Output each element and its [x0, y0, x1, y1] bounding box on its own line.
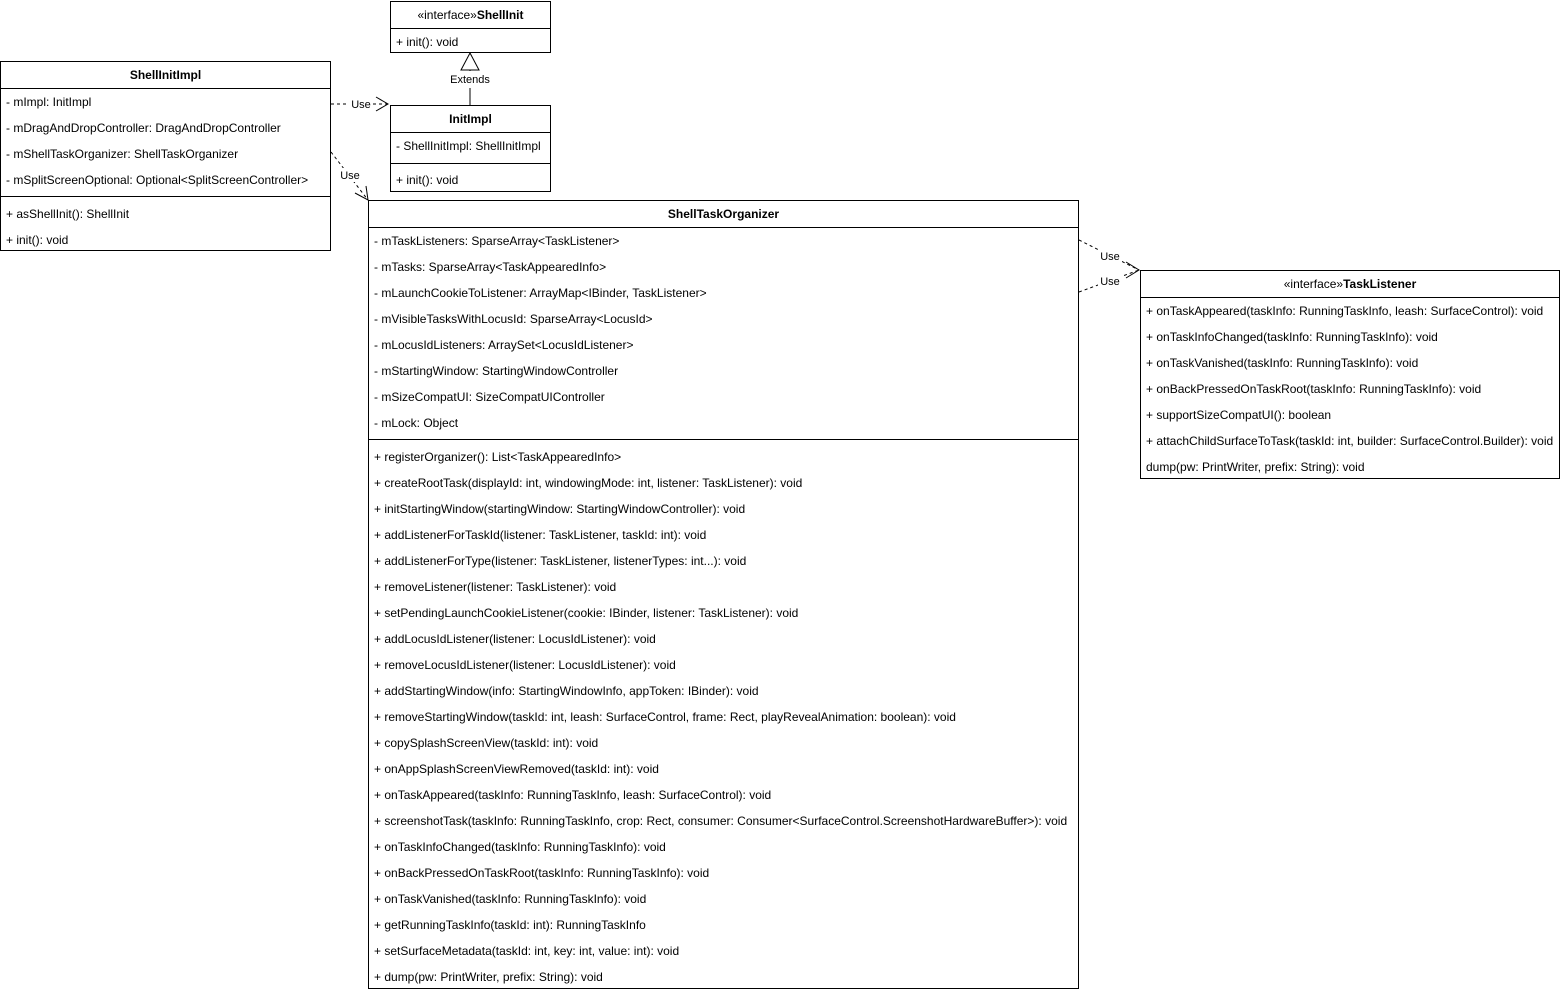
method-row: + asShellInit(): ShellInit [6, 207, 130, 221]
use-label-listener-1: Use [1100, 251, 1120, 263]
method-row: + setPendingLaunchCookieListener(cookie: IBinder, listener: TaskListener): void [374, 606, 799, 620]
methods-section [1141, 298, 1559, 480]
method-row: + onTaskVanished(taskInfo: RunningTaskInfo): void [1146, 356, 1419, 370]
class-title [369, 201, 1078, 228]
use-relation-initimpl [331, 97, 388, 111]
class-shelltaskorganizer[interactable] [368, 200, 1079, 989]
method-row: + supportSizeCompatUI(): boolean [1146, 408, 1332, 422]
extends-relation [448, 53, 492, 105]
method-row: + copySplashScreenView(taskId: int): void [374, 736, 599, 750]
method-row: + addLocusIdListener(listener: LocusIdListener): void [374, 632, 656, 646]
extends-label: Extends [450, 74, 490, 86]
inheritance-arrowhead [461, 53, 479, 70]
method-row: + onTaskVanished(taskInfo: RunningTaskInfo): void [374, 892, 647, 906]
method-row: + init(): void [6, 233, 69, 247]
class-name: ShellInit [476, 8, 524, 22]
class-shellinit[interactable] [390, 1, 551, 53]
class-title [391, 106, 550, 133]
attribute-row: - mTasks: SparseArray<TaskAppearedInfo> [374, 260, 607, 274]
method-row: dump(pw: PrintWriter, prefix: String): void [1146, 460, 1365, 474]
class-shellinitimpl[interactable] [0, 61, 331, 251]
stereotype: «interface» [1283, 277, 1344, 291]
attribute-row: - mImpl: InitImpl [6, 95, 92, 109]
methods-section [369, 439, 1078, 990]
method-row: + onTaskInfoChanged(taskInfo: RunningTaskInfo): void [374, 840, 666, 854]
attribute-row: - mSizeCompatUI: SizeCompatUIController [374, 390, 605, 404]
attribute-row: - mDragAndDropController: DragAndDropController [6, 121, 281, 135]
method-row: + init(): void [396, 173, 459, 187]
class-name: ShellTaskOrganizer [667, 207, 780, 221]
method-row: + onTaskAppeared(taskInfo: RunningTaskInfo, leash: SurfaceControl): void [1146, 304, 1544, 318]
method-row: + registerOrganizer(): List<TaskAppearedInfo> [374, 450, 622, 464]
class-title [391, 2, 550, 29]
attributes-section [391, 133, 550, 163]
class-initimpl[interactable] [390, 105, 551, 192]
method-row: + attachChildSurfaceToTask(taskId: int, builder: SurfaceControl.Builder): void [1146, 434, 1554, 448]
method-row: + addListenerForTaskId(listener: TaskListener, taskId: int): void [374, 528, 707, 542]
attribute-row: - mStartingWindow: StartingWindowController [374, 364, 619, 378]
method-row: + setSurfaceMetadata(taskId: int, key: int, value: int): void [374, 944, 680, 958]
class-name: InitImpl [449, 112, 492, 126]
use-label-organizer: Use [340, 170, 360, 182]
method-row: + addStartingWindow(info: StartingWindowInfo, appToken: IBinder): void [374, 684, 759, 698]
method-row: + onTaskAppeared(taskInfo: RunningTaskInfo, leash: SurfaceControl): void [374, 788, 772, 802]
use-label-listener-2: Use [1100, 276, 1120, 288]
attributes-section [1, 89, 330, 196]
attribute-row: - mTaskListeners: SparseArray<TaskListener> [374, 234, 620, 248]
class-title [1141, 271, 1559, 298]
methods-section [391, 29, 550, 55]
method-row: + init(): void [396, 35, 459, 49]
attribute-row: - mLaunchCookieToListener: ArrayMap<IBinder, TaskListener> [374, 286, 707, 300]
attribute-row: - mSplitScreenOptional: Optional<SplitScreenController> [6, 173, 309, 187]
attribute-row: - mLock: Object [374, 416, 459, 430]
methods-section [1, 196, 330, 253]
attribute-row: - mShellTaskOrganizer: ShellTaskOrganizer [6, 147, 239, 161]
attribute-row: - mVisibleTasksWithLocusId: SparseArray<LocusId> [374, 312, 653, 326]
use-relation-organizer [331, 152, 368, 200]
method-row: + removeLocusIdListener(listener: LocusIdListener): void [374, 658, 676, 672]
method-row: + onAppSplashScreenViewRemoved(taskId: int): void [374, 762, 659, 776]
method-row: + addListenerForType(listener: TaskListener, listenerTypes: int...): void [374, 554, 747, 568]
method-row: + onTaskInfoChanged(taskInfo: RunningTaskInfo): void [1146, 330, 1438, 344]
class-name: ShellInitImpl [129, 68, 202, 82]
method-row: + onBackPressedOnTaskRoot(taskInfo: RunningTaskInfo): void [1146, 382, 1482, 396]
attribute-row: - ShellInitImpl: ShellInitImpl [396, 139, 541, 153]
class-name: TaskListener [1343, 277, 1417, 291]
method-row: + onBackPressedOnTaskRoot(taskInfo: RunningTaskInfo): void [374, 866, 710, 880]
use-relation-listener [1079, 240, 1139, 292]
class-title [1, 62, 330, 89]
method-row: + removeStartingWindow(taskId: int, leash: SurfaceControl, frame: Rect, playRevealAnimation: boolean): void [374, 710, 956, 724]
method-row: + removeListener(listener: TaskListener): void [374, 580, 617, 594]
method-row: + initStartingWindow(startingWindow: StartingWindowController): void [374, 502, 746, 516]
method-row: + screenshotTask(taskInfo: RunningTaskInfo, crop: Rect, consumer: Consumer<SurfaceControl.ScreenshotHardwareBuffer>): void [374, 814, 1068, 828]
methods-section [391, 163, 550, 193]
attribute-row: - mLocusIdListeners: ArraySet<LocusIdListener> [374, 338, 634, 352]
method-row: + dump(pw: PrintWriter, prefix: String): void [374, 970, 603, 984]
use-label-initimpl: Use [351, 99, 371, 111]
attributes-section [369, 228, 1078, 439]
stereotype: «interface» [417, 8, 477, 22]
method-row: + createRootTask(displayId: int, windowingMode: int, listener: TaskListener): void [374, 476, 803, 490]
method-row: + getRunningTaskInfo(taskId: int): RunningTaskInfo [374, 918, 646, 932]
class-tasklistener[interactable] [1140, 270, 1560, 479]
